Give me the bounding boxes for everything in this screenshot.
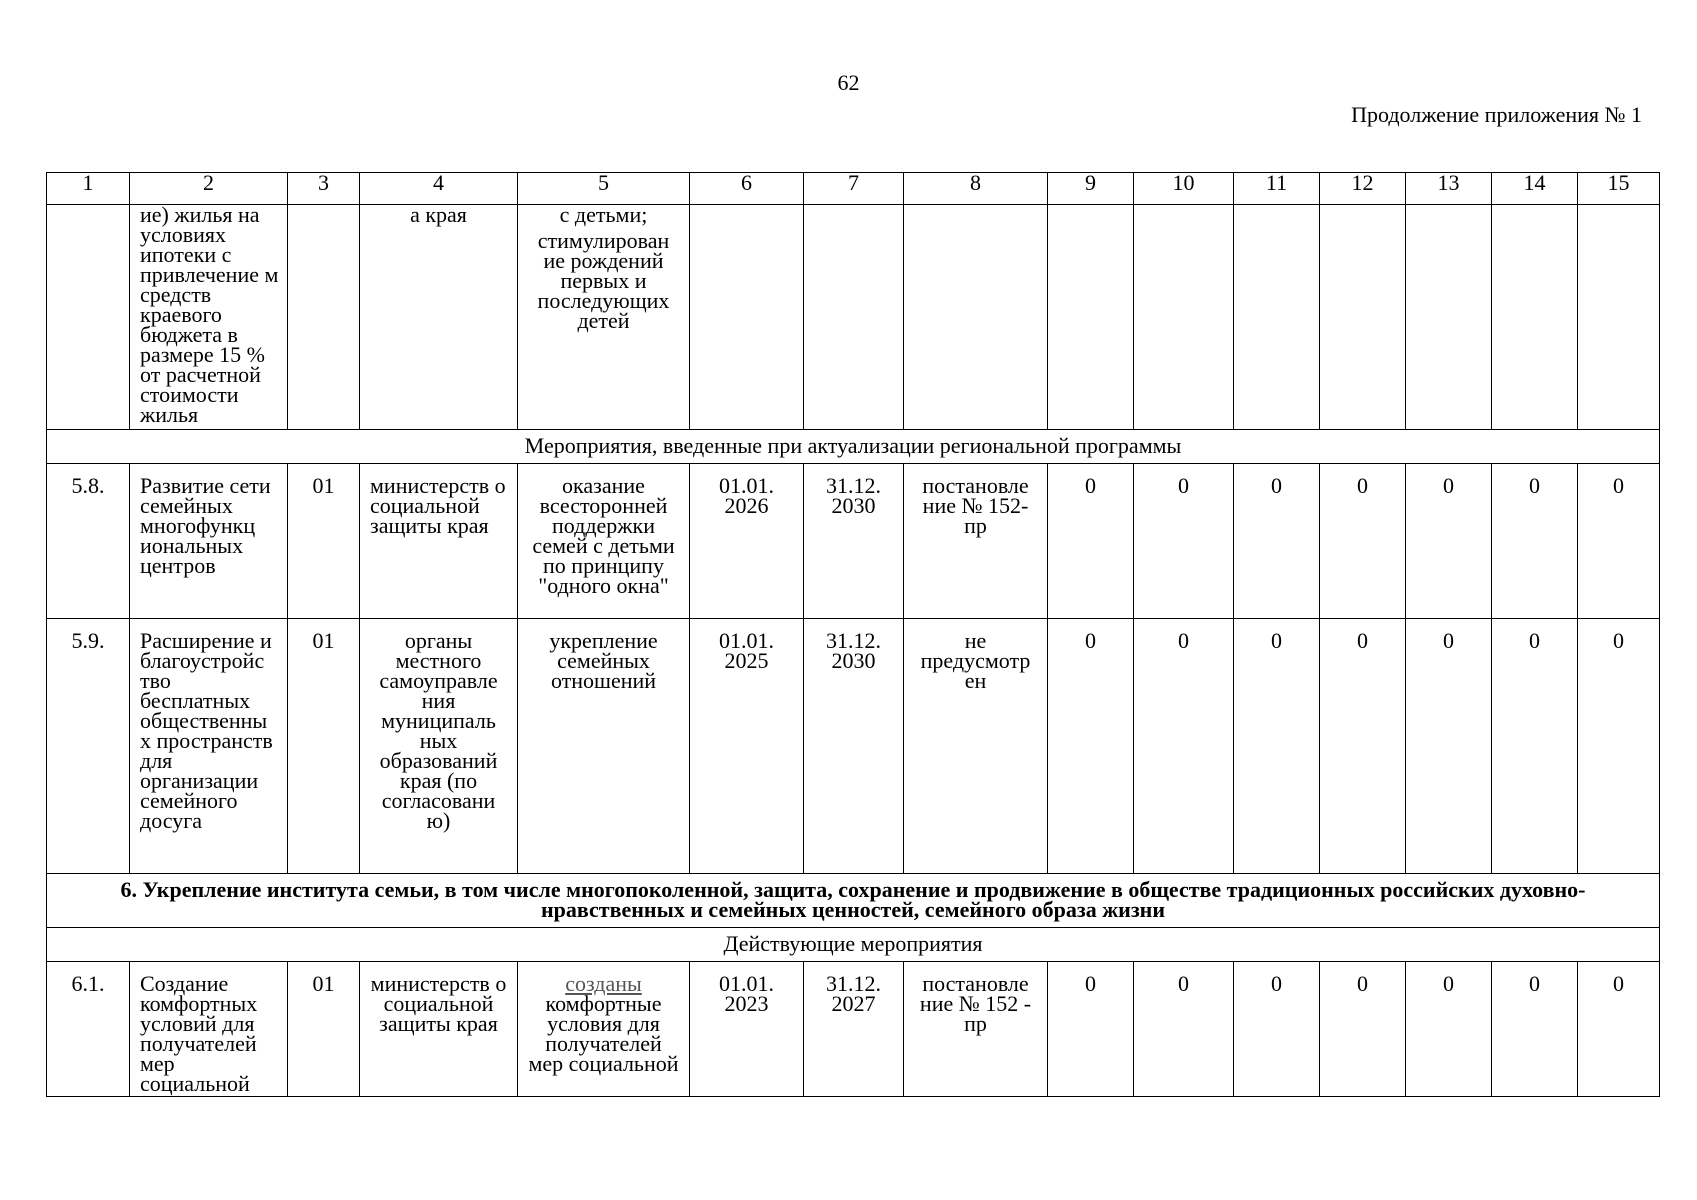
column-number: 2 bbox=[130, 173, 288, 205]
end-date-cell: 31.12. 2030 bbox=[804, 464, 904, 619]
value-cell: 0 bbox=[1134, 619, 1234, 874]
value-cell: 0 bbox=[1234, 464, 1320, 619]
end-date-cell: 31.12. 2030 bbox=[804, 619, 904, 874]
value-cell: 0 bbox=[1578, 464, 1660, 619]
code-cell: 01 bbox=[288, 464, 360, 619]
value-cell: 0 bbox=[1578, 962, 1660, 1097]
result-link[interactable]: созданы bbox=[565, 971, 642, 996]
executor-cell: органы местного самоуправле ния муниципаль ных образований края (по согласовани ю) bbox=[360, 619, 518, 874]
subsection-row bbox=[47, 430, 1660, 464]
column-number-row bbox=[47, 173, 1660, 205]
subsection-row bbox=[47, 928, 1660, 962]
section-heading bbox=[47, 874, 1660, 928]
section-heading-line: 6. Укрепление института семьи, в том числе многопоколенной, защита, сохранение и продвижение в обществе традиционных российских духовно- bbox=[120, 877, 1586, 902]
column-number: 15 bbox=[1578, 173, 1660, 205]
value-cell: 0 bbox=[1578, 619, 1660, 874]
basis-cell: не предусмотр ен bbox=[904, 619, 1048, 874]
column-number: 14 bbox=[1492, 173, 1578, 205]
executor-cell: министерств о социальной защиты края bbox=[360, 464, 518, 619]
value-cell: 0 bbox=[1320, 464, 1406, 619]
value-cell: 0 bbox=[1048, 962, 1134, 1097]
table-row bbox=[47, 619, 1660, 874]
value-cell: 0 bbox=[1492, 619, 1578, 874]
measure-name-cell: ие) жилья на условиях ипотеки с привлечение м средств краевого бюджета в размере 15 % от расчетной стоимости жилья bbox=[130, 205, 288, 430]
result-text: стимулирован ие рождений первых и последующих детей bbox=[537, 228, 670, 333]
section-heading-line: нравственных и семейных ценностей, семейного образа жизни bbox=[540, 897, 1166, 922]
appendix-continuation-label: Продолжение приложения № 1 bbox=[1351, 102, 1642, 127]
basis-cell: постановле ние № 152- пр bbox=[904, 464, 1048, 619]
executor-cell: министерств о социальной защиты края bbox=[360, 962, 518, 1097]
code-cell: 01 bbox=[288, 962, 360, 1097]
section-heading-row bbox=[47, 874, 1660, 928]
column-number: 5 bbox=[518, 173, 690, 205]
start-date-cell: 01.01. 2023 bbox=[690, 962, 804, 1097]
column-number: 9 bbox=[1048, 173, 1134, 205]
column-number: 10 bbox=[1134, 173, 1234, 205]
measure-name-cell: Развитие сети семейных многофункц иональных центров bbox=[130, 464, 288, 619]
column-number: 6 bbox=[690, 173, 804, 205]
basis-cell: постановле ние № 152 - пр bbox=[904, 962, 1048, 1097]
result-cell bbox=[518, 205, 690, 430]
column-number: 11 bbox=[1234, 173, 1320, 205]
row-number: 5.8. bbox=[47, 464, 130, 619]
column-number: 13 bbox=[1406, 173, 1492, 205]
value-cell: 0 bbox=[1048, 619, 1134, 874]
column-number: 3 bbox=[288, 173, 360, 205]
column-number: 7 bbox=[804, 173, 904, 205]
result-text: комфортные условия для получателей мер социальной bbox=[528, 991, 679, 1076]
column-number: 12 bbox=[1320, 173, 1406, 205]
measure-name-cell: Создание комфортных условий для получателей мер социальной bbox=[130, 962, 288, 1097]
code-cell: 01 bbox=[288, 619, 360, 874]
value-cell: 0 bbox=[1492, 464, 1578, 619]
value-cell: 0 bbox=[1320, 619, 1406, 874]
row-number: 5.9. bbox=[47, 619, 130, 874]
value-cell: 0 bbox=[1234, 619, 1320, 874]
subsection-title: Мероприятия, введенные при актуализации региональной программы bbox=[47, 430, 1660, 464]
value-cell: 0 bbox=[1134, 962, 1234, 1097]
result-text: с детьми; bbox=[559, 204, 648, 227]
result-cell: укрепление семейных отношений bbox=[518, 619, 690, 874]
start-date-cell: 01.01. 2025 bbox=[690, 619, 804, 874]
table-row bbox=[47, 962, 1660, 1097]
column-number: 1 bbox=[47, 173, 130, 205]
column-number: 8 bbox=[904, 173, 1048, 205]
value-cell: 0 bbox=[1048, 464, 1134, 619]
value-cell: 0 bbox=[1234, 962, 1320, 1097]
page-number: 62 bbox=[837, 70, 860, 95]
column-number: 4 bbox=[360, 173, 518, 205]
result-cell bbox=[518, 962, 690, 1097]
value-cell: 0 bbox=[1134, 464, 1234, 619]
value-cell: 0 bbox=[1320, 962, 1406, 1097]
table-row-continued bbox=[47, 205, 1660, 430]
result-cell: оказание всесторонней поддержки семей с детьми по принципу "одного окна" bbox=[518, 464, 690, 619]
row-number: 6.1. bbox=[47, 962, 130, 1097]
value-cell: 0 bbox=[1406, 619, 1492, 874]
value-cell: 0 bbox=[1406, 464, 1492, 619]
measure-name-cell: Расширение и благоустройс тво бесплатных общественны х пространств для организации семейного досуга bbox=[130, 619, 288, 874]
value-cell: 0 bbox=[1492, 962, 1578, 1097]
start-date-cell: 01.01. 2026 bbox=[690, 464, 804, 619]
measures-table bbox=[46, 172, 1660, 1097]
subsection-title: Действующие мероприятия bbox=[47, 928, 1660, 962]
table-row bbox=[47, 464, 1660, 619]
executor-cell: а края bbox=[360, 205, 518, 430]
end-date-cell: 31.12. 2027 bbox=[804, 962, 904, 1097]
value-cell: 0 bbox=[1406, 962, 1492, 1097]
